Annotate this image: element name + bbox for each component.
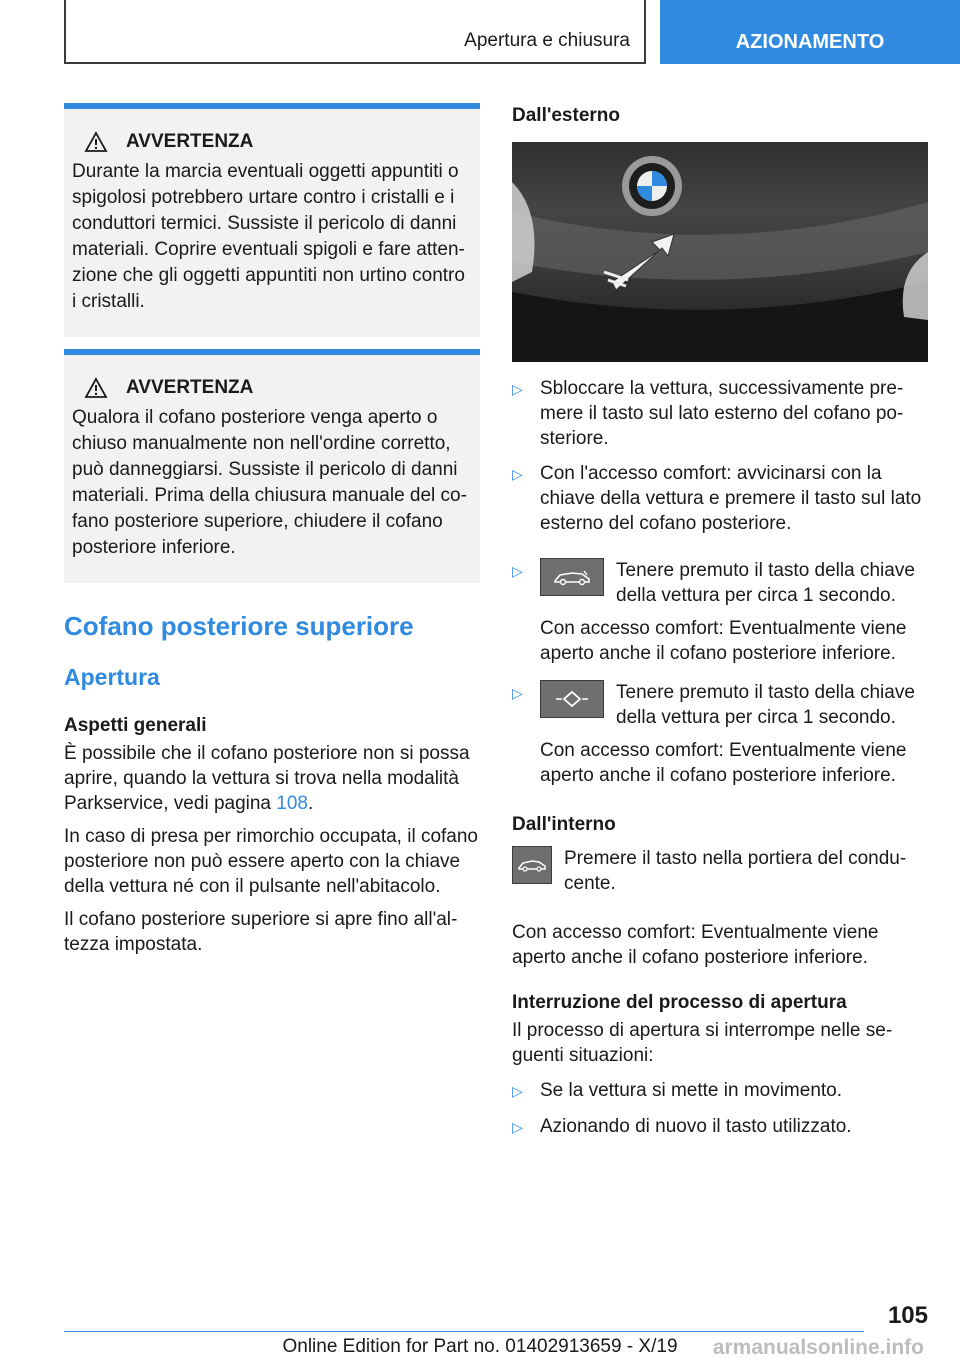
warning-text: Qualora il cofano posteriore venga aperto o chiuso manualmente non nell'ordine corretto, può danneggiarsi. Sussiste il pericolo di danni materiali. Prima della chiusura manuale del co-fano posteriore superiore, chiudere il cofano posteriore inferiore.	[72, 407, 467, 558]
bullet-triangle-icon: ▷	[512, 466, 523, 482]
subsection-heading: Apertura	[64, 664, 160, 690]
heading-outside: Dall'esterno	[512, 105, 620, 126]
warning-box-2	[64, 349, 480, 583]
warning-title: AVVERTENZA	[126, 377, 254, 398]
trunk-button-photo	[512, 142, 928, 362]
list-item: ▷ Se la vettura si mette in movimento.	[512, 1078, 928, 1104]
bullet-triangle-icon: ▷	[512, 563, 523, 579]
section-heading: Cofano posteriore superiore	[64, 611, 414, 641]
warning-title: AVVERTENZA	[126, 131, 254, 152]
page-link[interactable]: 108	[276, 793, 308, 814]
header-chapter-tab[interactable]: AZIONAMENTO	[660, 0, 960, 64]
bullet-triangle-icon: ▷	[512, 381, 523, 397]
list-item: ▷ Azionando di nuovo il tasto utilizzato.	[512, 1114, 928, 1140]
bullet-triangle-icon: ▷	[512, 1083, 523, 1099]
list-item-key-1	[512, 558, 928, 666]
paragraph-text: .	[307, 793, 314, 814]
watermark: armanualsonline.info	[712, 1336, 924, 1359]
paragraph-height: Il cofano posteriore superiore si apre fino all'al-tezza impostata.	[64, 909, 458, 955]
topic-heading: Aspetti generali	[64, 715, 207, 736]
bullet-triangle-icon: ▷	[512, 685, 523, 701]
list-item-key-2	[512, 680, 928, 788]
warning-triangle-icon	[84, 131, 108, 153]
bullet-triangle-icon: ▷	[512, 1119, 523, 1135]
key-instruction: Tenere premuto il tasto della chiave della vettura per circa 1 secondo.	[616, 682, 915, 728]
header-section-title: Apertura e chiusura	[464, 30, 630, 51]
diamond-key-icon	[540, 680, 604, 718]
warning-triangle-icon	[84, 377, 108, 399]
inside-note: Con accesso comfort: Eventualmente viene aperto anche il cofano posteriore inferiore.	[512, 922, 879, 968]
interrupt-text: Il processo di apertura si interrompe nelle se-guenti situazioni:	[512, 1020, 893, 1066]
left-column	[64, 103, 480, 965]
page-number: 105	[887, 1302, 928, 1329]
footer-divider	[64, 1331, 864, 1332]
paragraph-trailer: In caso di presa per rimorchio occupata, il cofano posteriore non può essere aperto con la chiave della vettura né con il pulsante nell'abitacolo.	[64, 826, 478, 897]
footer-edition: Online Edition for Part no. 01402913659 - X/19	[282, 1336, 678, 1357]
warning-text: Durante la marcia eventuali oggetti appuntiti o spigolosi potrebbero urtare contro i cristalli e i conduttori termici. Sussiste il pericolo di danni materiali. Coprire eventuali spigoli e fare atten-zione che gli oggetti appuntiti non urtino contro i cristalli.	[72, 161, 465, 312]
heading-inside: Dall'interno	[512, 814, 616, 835]
trunk-button-icon	[512, 846, 552, 884]
paragraph-parkservice	[64, 741, 480, 816]
list-item: ▷ Con l'accesso comfort: avvicinarsi con la chiave della vettura e premere il tasto sul lato esterno del cofano posteriore.	[512, 463, 922, 534]
right-column	[512, 103, 928, 1140]
heading-interrupt: Interruzione del processo di apertura	[512, 992, 847, 1013]
key-note: Con accesso comfort: Eventualmente viene aperto anche il cofano posteriore inferiore.	[540, 618, 907, 664]
key-instruction: Tenere premuto il tasto della chiave della vettura per circa 1 secondo.	[616, 560, 915, 606]
list-item: ▷ Sbloccare la vettura, successivamente pre-mere il tasto sul lato esterno del cofano po-steriore.	[512, 378, 904, 449]
inside-instruction-text: Premere il tasto nella portiera del condu-cente.	[564, 848, 907, 894]
paragraph-text: È possibile che il cofano posteriore non si possa aprire, quando la vettura si trova nella modalità Parkservice, vedi pagina	[64, 743, 470, 814]
car-trunk-key-icon	[540, 558, 604, 596]
warning-box-1	[64, 103, 480, 337]
key-note: Con accesso comfort: Eventualmente viene aperto anche il cofano posteriore inferiore.	[540, 740, 907, 786]
inside-instruction	[512, 846, 928, 896]
